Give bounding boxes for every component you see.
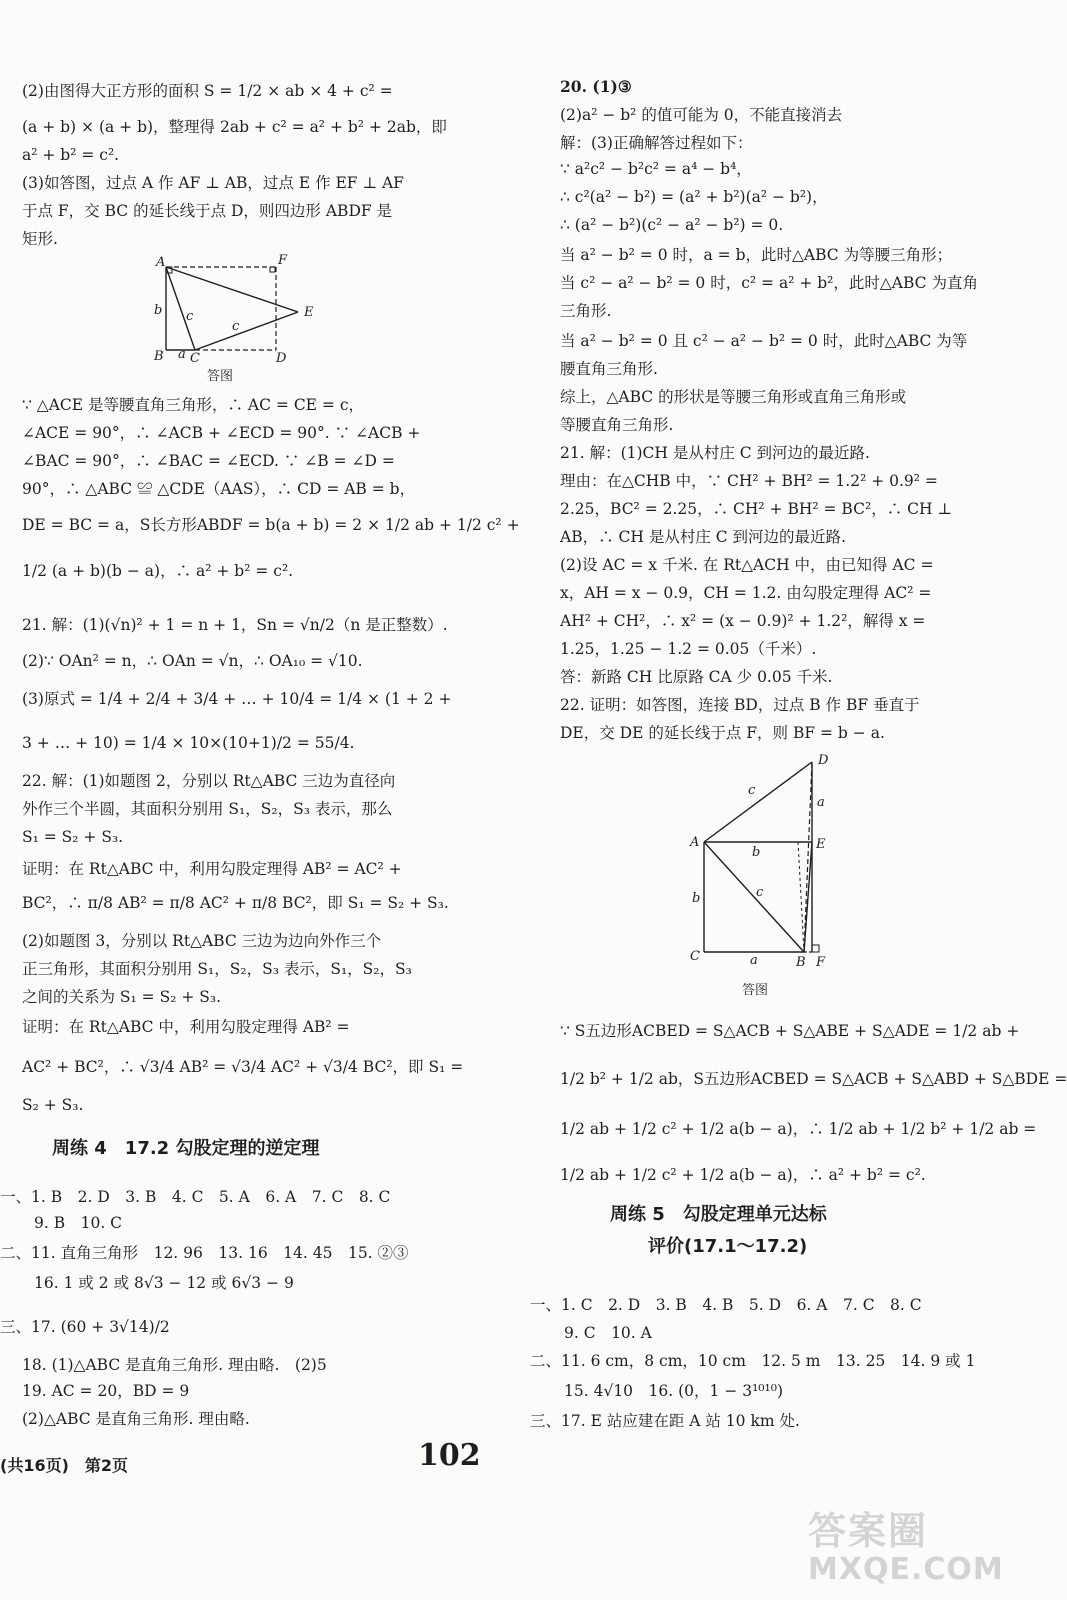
figure-rectangle-abdf — [142, 252, 332, 364]
text-line: x，AH = x − 0.9，CH = 1.2. 由勾股定理得 AC² = — [560, 584, 932, 602]
text-line: 等腰直角三角形. — [560, 416, 674, 434]
text-line: 答：新路 CH 比原路 CA 少 0.05 千米. — [560, 668, 833, 686]
label-a-vertex: A — [156, 255, 166, 270]
text-line: 1/2 ab + 1/2 c² + 1/2 a(b − a)，∴ a² + b² = c². — [560, 1166, 926, 1184]
answer-line: 二、11. 6 cm，8 cm，10 cm 12. 5 m 13. 25 14. 9 或 1 — [530, 1352, 976, 1370]
text-line: ∴ c²(a² − b²) = (a² + b²)(a² − b²)， — [560, 188, 828, 206]
text-line: 1/2 (a + b)(b − a)，∴ a² + b² = c². — [22, 562, 294, 580]
text-line: 之间的关系为 S₁ = S₂ + S₃. — [22, 988, 222, 1006]
text-line: 证明：在 Rt△ABC 中，利用勾股定理得 AB² = — [22, 1018, 350, 1036]
text-line: 三角形. — [560, 302, 612, 320]
section-subtitle: 评价(17.1～17.2) — [648, 1236, 808, 1257]
text-line: S₂ + S₃. — [22, 1096, 84, 1114]
label-c-vertex: C — [190, 351, 200, 366]
text-line: ∠ACE = 90°，∴ ∠ACB + ∠ECD = 90°. ∵ ∠ACB + — [22, 424, 421, 442]
answer-line: 一、1. B 2. D 3. B 4. C 5. A 6. A 7. C 8. C — [0, 1188, 391, 1206]
answer-line: 18. (1)△ABC 是直角三角形. 理由略. (2)5 — [22, 1356, 327, 1374]
text-line: 理由：在△CHB 中，∵ CH² + BH² = 1.2² + 0.9² = — [560, 472, 938, 490]
text-line: ∵ S五边形ACBED = S△ACB + S△ABE + S△ADE = 1/2 ab + — [560, 1022, 1020, 1040]
answer-line: 9. C 10. A — [564, 1324, 652, 1342]
answer-line: (2)△ABC 是直角三角形. 理由略. — [22, 1410, 250, 1428]
answer-line: 三、17. E 站应建在距 A 站 10 km 处. — [530, 1412, 800, 1430]
text-line: 22. 解：(1)如题图 2，分别以 Rt△ABC 三边为直径向 — [22, 772, 396, 790]
answer-line: 9. B 10. C — [34, 1214, 123, 1232]
text-line: AH² + CH²，∴ x² = (x − 0.9)² + 1.2²，解得 x = — [560, 612, 926, 630]
label-side-c: c — [756, 885, 764, 900]
answer-line: 19. AC = 20，BD = 9 — [22, 1382, 190, 1400]
label-side-a: a — [750, 953, 758, 968]
text-line: DE = BC = a，S长方形ABDF = b(a + b) = 2 × 1/2 ab + 1/2 c² + — [22, 516, 520, 534]
text-line: 1.25，1.25 − 1.2 = 0.05（千米）. — [560, 640, 817, 658]
text-line: 腰直角三角形. — [560, 360, 658, 378]
label-side-c: c — [186, 309, 194, 324]
text-line: (3)如答图，过点 A 作 AF ⊥ AB，过点 E 作 EF ⊥ AF — [22, 174, 404, 192]
text-line: 于点 F，交 BC 的延长线于点 D，则四边形 ABDF 是 — [22, 202, 393, 220]
answer-line: 三、17. (60 + 3√14)/2 — [0, 1318, 170, 1336]
answer-line: 16. 1 或 2 或 8√3 − 12 或 6√3 − 9 — [34, 1274, 294, 1292]
label-side-b: b — [154, 303, 163, 318]
figure-caption: 答图 — [207, 369, 234, 384]
text-line: 20. (1)③ — [560, 77, 632, 96]
text-line: 当 c² − a² − b² = 0 时，c² = a² + b²，此时△ABC 为直角 — [560, 274, 978, 292]
label-f-vertex: F — [278, 253, 288, 268]
text-line: S₁ = S₂ + S₃. — [22, 828, 124, 846]
label-e-vertex: E — [816, 837, 826, 852]
label-side-c: c — [748, 783, 756, 798]
text-line: 外作三个半圆，其面积分别用 S₁，S₂，S₃ 表示，那么 — [22, 800, 393, 818]
text-line: ∴ (a² − b²)(c² − a² − b²) = 0. — [560, 216, 784, 234]
answer-line: 15. 4√10 16. (0，1 − 3¹⁰¹⁰) — [564, 1382, 783, 1400]
label-b-vertex: B — [796, 955, 806, 970]
text-line: AB，∴ CH 是从村庄 C 到河边的最近路. — [560, 528, 846, 546]
watermark-url: MXQE.COM — [808, 1552, 1004, 1587]
label-f-vertex: F — [816, 955, 826, 970]
text-line: ∵ △ACE 是等腰直角三角形，∴ AC = CE = c， — [22, 396, 365, 414]
text-line: 正三角形，其面积分别用 S₁，S₂，S₃ 表示，S₁，S₂，S₃ — [22, 960, 412, 978]
text-line: 22. 证明：如答图，连接 BD，过点 B 作 BF 垂直于 — [560, 696, 920, 714]
text-line: 当 a² − b² = 0 时，a = b，此时△ABC 为等腰三角形； — [560, 246, 953, 264]
text-line: (3)原式 = 1/4 + 2/4 + 3/4 + … + 10/4 = 1/4 × (1 + 2 + — [22, 690, 452, 708]
text-line: (2)a² − b² 的值可能为 0，不能直接消去 — [560, 106, 843, 124]
text-line: ∵ a²c² − b²c² = a⁴ − b⁴， — [560, 160, 752, 178]
label-side-a: a — [817, 795, 825, 810]
label-b-vertex: B — [154, 349, 164, 364]
section-title: 周练 4 17.2 勾股定理的逆定理 — [52, 1138, 320, 1159]
label-side-b: b — [752, 845, 761, 860]
label-side-c: c — [232, 319, 240, 334]
text-line: 矩形. — [22, 230, 58, 248]
watermark-text: 答案圈 — [808, 1509, 929, 1553]
text-line: 综上，△ABC 的形状是等腰三角形或直角三角形或 — [560, 388, 907, 406]
text-line: 1/2 b² + 1/2 ab，S五边形ACBED = S△ACB + S△ABD + S△BDE = — [560, 1070, 1067, 1088]
label-side-a: a — [178, 347, 186, 362]
answer-line: 二、11. 直角三角形 12. 96 13. 16 14. 45 15. ②③ — [0, 1244, 409, 1262]
figure-pentagon-acbed — [690, 752, 850, 972]
page-footer: (共16页) 第2页 — [0, 1456, 129, 1475]
text-line: 当 a² − b² = 0 且 c² − a² − b² = 0 时，此时△ABC 为等 — [560, 332, 968, 350]
answer-line: 一、1. C 2. D 3. B 4. B 5. D 6. A 7. C 8. C — [530, 1296, 922, 1314]
text-line: 3 + … + 10) = 1/4 × 10×(10+1)/2 = 55/4. — [22, 734, 355, 752]
text-line: (2)由图得大正方形的面积 S = 1/2 × ab × 4 + c² = — [22, 82, 393, 100]
text-line: DE，交 DE 的延长线于点 F，则 BF = b − a. — [560, 724, 885, 742]
page-number: 102 — [418, 1438, 481, 1473]
text-line: 1/2 ab + 1/2 c² + 1/2 a(b − a)，∴ 1/2 ab + 1/2 b² + 1/2 ab = — [560, 1120, 1037, 1138]
label-side-b: b — [692, 891, 701, 906]
text-line: (2)∵ OAn² = n，∴ OAn = √n，∴ OA₁₀ = √10. — [22, 652, 363, 670]
text-line: 21. 解：(1)(√n)² + 1 = n + 1，Sn = √n/2（n 是正整数）. — [22, 616, 448, 634]
text-line: 2.25，BC² = 2.25，∴ CH² + BH² = BC²，∴ CH ⊥ — [560, 500, 952, 518]
text-line: (a + b) × (a + b)，整理得 2ab + c² = a² + b² + 2ab，即 — [22, 118, 447, 136]
text-line: 21. 解：(1)CH 是从村庄 C 到河边的最近路. — [560, 444, 870, 462]
text-line: (2)如题图 3，分别以 Rt△ABC 三边为边向外作三个 — [22, 932, 382, 950]
text-line: 解：(3)正确解答过程如下： — [560, 134, 753, 152]
label-c-vertex: C — [690, 949, 700, 964]
label-d-vertex: D — [276, 351, 287, 366]
figure-caption: 答图 — [742, 983, 769, 998]
text-line: AC² + BC²，∴ √3/4 AB² = √3/4 AC² + √3/4 BC²，即 S₁ = — [22, 1058, 464, 1076]
text-line: 证明：在 Rt△ABC 中，利用勾股定理得 AB² = AC² + — [22, 860, 402, 878]
section-title: 周练 5 勾股定理单元达标 — [610, 1204, 827, 1225]
text-line: BC²，∴ π/8 AB² = π/8 AC² + π/8 BC²，即 S₁ = S₂ + S₃. — [22, 894, 449, 912]
text-line: a² + b² = c². — [22, 146, 120, 164]
label-a-vertex: A — [690, 835, 700, 850]
text-line: (2)设 AC = x 千米. 在 Rt△ACH 中，由已知得 AC = — [560, 556, 934, 574]
watermark-logo — [808, 1500, 1004, 1595]
text-line: 90°，∴ △ABC ≌ △CDE（AAS），∴ CD = AB = b， — [22, 480, 416, 498]
text-line: ∠BAC = 90°，∴ ∠BAC = ∠ECD. ∵ ∠B = ∠D = — [22, 452, 395, 470]
label-e-vertex: E — [304, 305, 314, 320]
label-d-vertex: D — [818, 753, 829, 768]
